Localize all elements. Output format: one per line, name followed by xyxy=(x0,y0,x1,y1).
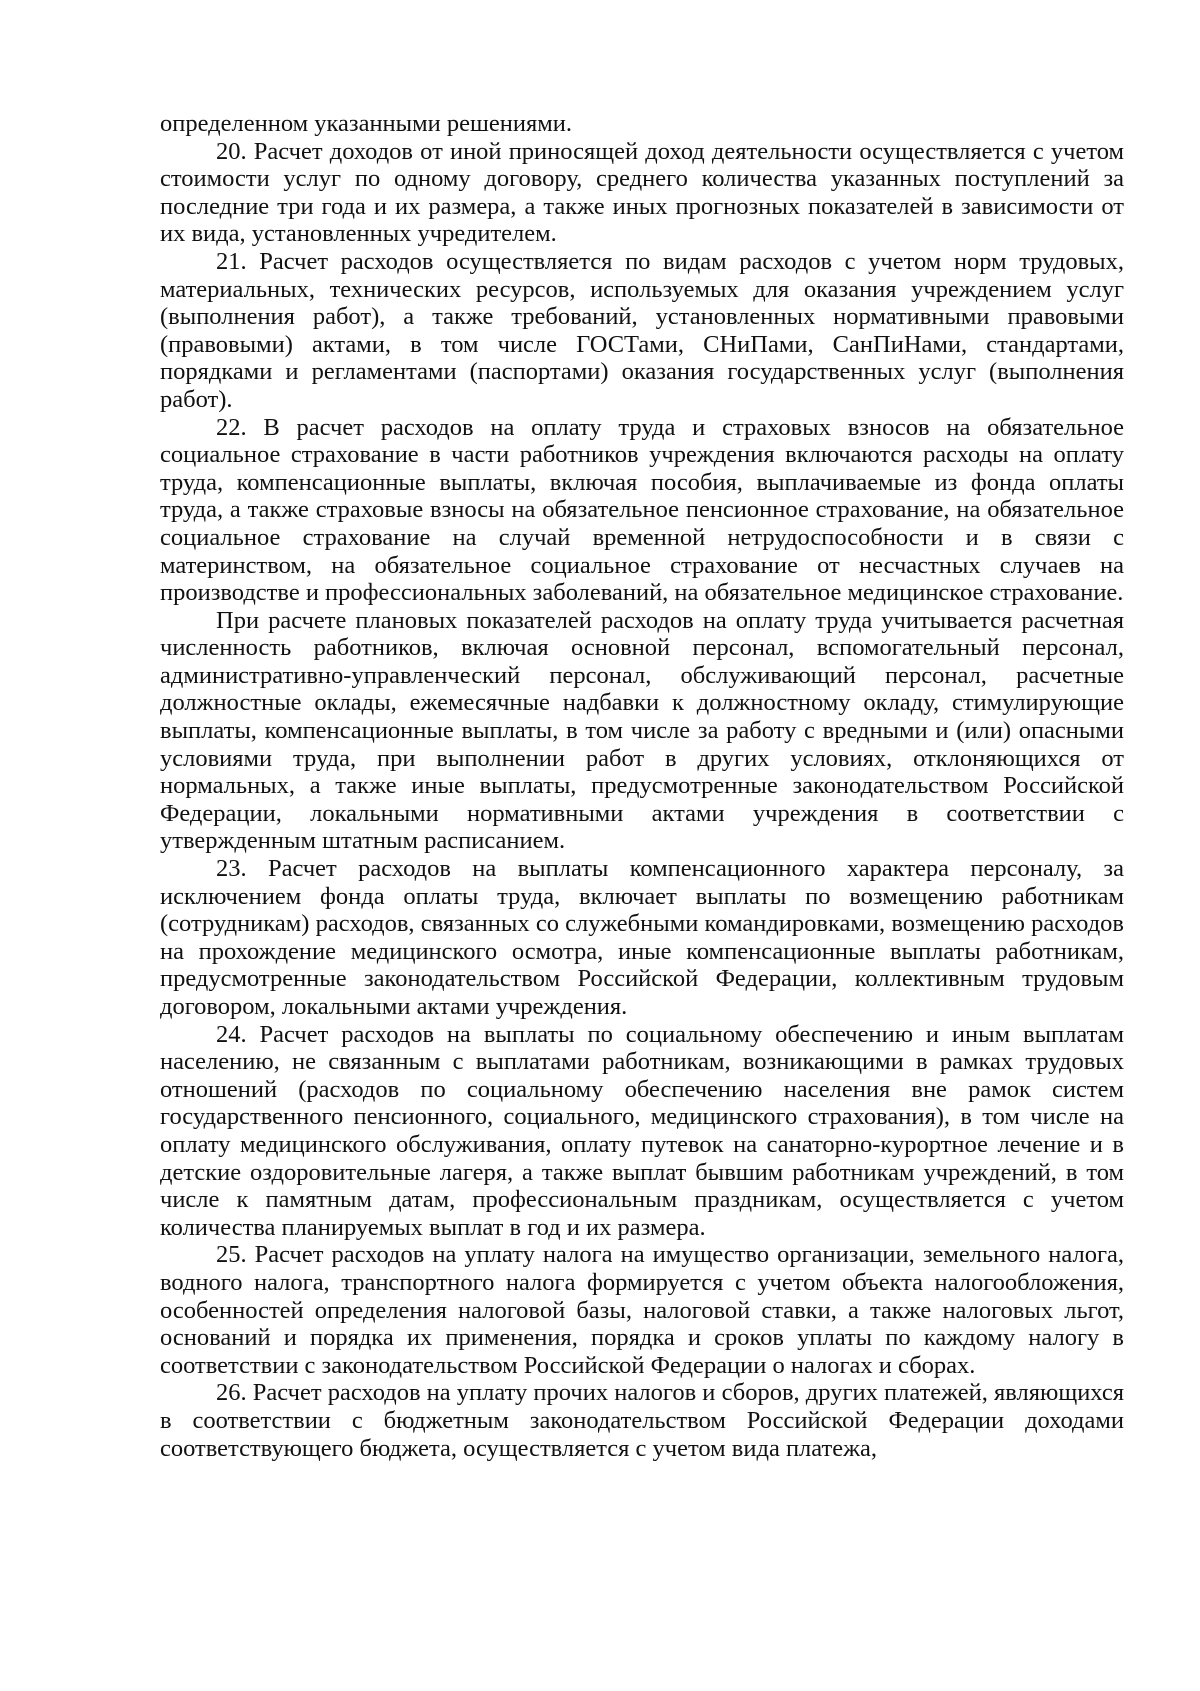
document-body xyxy=(160,110,1124,1462)
paragraph-22-payroll: При расчете плановых показателей расходов на оплату труда учитывается расчетная численность работников, включая основной персонал, вспомогательный персонал, административно-управленческий персонал, обслуживающий персонал, расчетные должностные оклады, ежемесячные надбавки к должностному окладу, стимулирующие выплаты, компенсационные выплаты, в том числе за работу с вредными и (или) опасными условиями труда, при выполнении работ в других условиях, отклоняющихся от нормальных, а также иные выплаты, предусмотренные законодательством Российской Федерации, локальными нормативными актами учреждения в соответствии с утвержденным штатным расписанием. xyxy=(160,606,1124,855)
paragraph-20: 20. Расчет доходов от иной приносящей доход деятельности осуществляется с учетом стоимости услуг по одному договору, среднего количества указанных поступлений за последние три года и их размера, а также иных прогнозных показателей в зависимости от их вида, установленных учредителем. xyxy=(160,137,1124,248)
paragraph-26: 26. Расчет расходов на уплату прочих налогов и сборов, других платежей, являющихся в соответствии с бюджетным законодательством Российской Федерации доходами соответствующего бюджета, осуществляется с учетом вида платежа, xyxy=(160,1379,1124,1462)
paragraph-22: 22. В расчет расходов на оплату труда и страховых взносов на обязательное социальное страхование в части работников учреждения включаются расходы на оплату труда, компенсационные выплаты, включая пособия, выплачиваемые из фонда оплаты труда, а также страховые взносы на обязательное пенсионное страхование, на обязательное социальное страхование на случай временной нетрудоспособности и в связи с материнством, на обязательное социальное страхование от несчастных случаев на производстве и профессиональных заболеваний, на обязательное медицинское страхование. xyxy=(160,413,1124,607)
paragraph-23: 23. Расчет расходов на выплаты компенсационного характера персоналу, за исключением фонда оплаты труда, включает выплаты по возмещению работникам (сотрудникам) расходов, связанных со служебными командировками, возмещению расходов на прохождение медицинского осмотра, иные компенсационные выплаты работникам, предусмотренные законодательством Российской Федерации, коллективным трудовым договором, локальными актами учреждения. xyxy=(160,855,1124,1020)
paragraph-continuation: определенном указанными решениями. xyxy=(160,110,572,137)
paragraph-25: 25. Расчет расходов на уплату налога на имущество организации, земельного налога, водного налога, транспортного налога формируется с учетом объекта налогообложения, особенностей определения налоговой базы, налоговой ставки, а также налоговых льгот, оснований и порядка их применения, порядка и сроков уплаты по каждому налогу в соответствии с законодательством Российской Федерации о налогах и сборах. xyxy=(160,1241,1124,1379)
paragraph-24: 24. Расчет расходов на выплаты по социальному обеспечению и иным выплатам населению, не связанным с выплатами работникам, возникающими в рамках трудовых отношений (расходов по социальному обеспечению населения вне рамок систем государственного пенсионного, социального, медицинского страхования), в том числе на оплату медицинского обслуживания, оплату путевок на санаторно-курортное лечение и в детские оздоровительные лагеря, а также выплат бывшим работникам учреждений, в том числе к памятным датам, профессиональным праздникам, осуществляется с учетом количества планируемых выплат в год и их размера. xyxy=(160,1020,1124,1241)
paragraph-21: 21. Расчет расходов осуществляется по видам расходов с учетом норм трудовых, материальных, технических ресурсов, используемых для оказания учреждением услуг (выполнения работ), а также требований, установленных нормативными правовыми (правовыми) актами, в том числе ГОСТами, СНиПами, СанПиНами, стандартами, порядками и регламентами (паспортами) оказания государственных услуг (выполнения работ). xyxy=(160,247,1124,413)
